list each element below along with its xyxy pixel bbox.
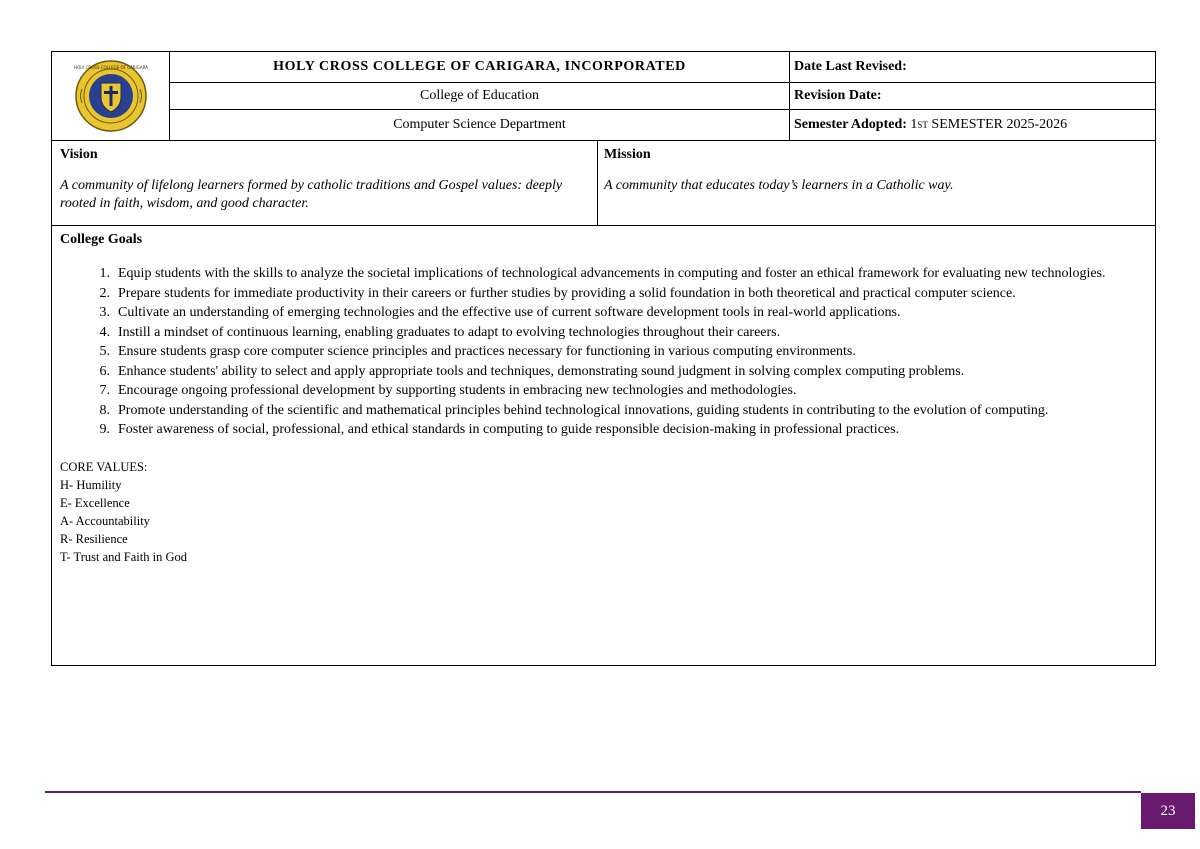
semester-adopted-label: Semester Adopted: (794, 117, 907, 132)
core-value-item: E- Excellence (60, 495, 130, 510)
goal-item: 2. Prepare students for immediate productivity in their careers or further studies by providing a solid foundation in both theoretical and practical computer science. (99, 285, 1016, 301)
vision-mission-row (52, 141, 1155, 226)
core-value-item: R- Resilience (60, 531, 128, 546)
revision-date-label: Revision Date: (794, 88, 882, 103)
college-goals-section (52, 226, 1155, 572)
document-form (51, 51, 1156, 666)
goal-item: 7. Encourage ongoing professional development by supporting students in embracing new technologies and methodologies. (99, 383, 797, 398)
footer-divider (45, 791, 1141, 793)
goal-item: 4. Instill a mindset of continuous learning, enabling graduates to adapt to evolving technologies throughout their careers. (99, 324, 781, 340)
header-table (52, 52, 1155, 141)
date-last-revised-label: Date Last Revised: (794, 59, 907, 74)
header-right-column: Date Last Revised: Revision Date: Semester Adopted: 1 ST SEMESTER 2025-2026 (790, 52, 1155, 140)
semester-number: 1 (910, 117, 918, 132)
core-value-item: T- Trust and Faith in God (60, 549, 187, 564)
vision-text: A community of lifelong learners formed by catholic traditions and Gospel values: deeply rooted in faith, wisdom, and good character. (60, 178, 563, 211)
goal-item: 3. Cultivate an understanding of emerging technologies and the effective use of current software development tools in real-world applications. (99, 305, 901, 320)
logo-cell (52, 52, 170, 140)
institution-name: HOLY CROSS COLLEGE OF CARIGARA, INCORPORATED (273, 59, 686, 74)
college-name: College of Education (420, 88, 539, 103)
goal-item: 8. Promote understanding of the scientific and mathematical principles behind technological innovations, guiding students in contributing to the evolution of computing. (99, 402, 1049, 418)
seal-text: HOLY CROSS COLLEGE OF CARIGARA (73, 65, 148, 70)
page-number: 23 (1141, 793, 1195, 829)
mission-cell (599, 141, 1155, 225)
goals-title: College Goals (60, 232, 143, 247)
mission-title: Mission (604, 147, 651, 162)
core-values-title: CORE VALUES: (60, 459, 148, 474)
vision-title: Vision (60, 147, 98, 162)
goals-list (60, 264, 1147, 440)
goal-item: 6. Enhance students' ability to select and apply appropriate tools and techniques, demonstrating sound judgment in solving complex computing problems. (99, 363, 965, 379)
core-values (60, 458, 1147, 566)
core-value-item: H- Humility (60, 477, 122, 492)
department-name: Computer Science Department (393, 117, 566, 132)
goal-item: 9. Foster awareness of social, professional, and ethical standards in computing to guide responsible decision-making in professional practices. (99, 422, 900, 437)
mission-text: A community that educates today’s learners in a Catholic way. (604, 178, 954, 193)
semester-value: SEMESTER 2025-2026 (931, 117, 1068, 132)
goal-item: 5. Ensure students grasp core computer science principles and practices necessary for functioning in various computing environments. (99, 344, 856, 359)
vision-cell (52, 141, 598, 225)
core-value-item: A- Accountability (60, 513, 150, 528)
college-seal-icon (74, 59, 148, 133)
goal-item: 1. Equip students with the skills to analyze the societal implications of technological advancements in computing and foster an ethical framework for evaluating new technologies. (99, 266, 1106, 281)
header-middle-column (170, 52, 790, 140)
